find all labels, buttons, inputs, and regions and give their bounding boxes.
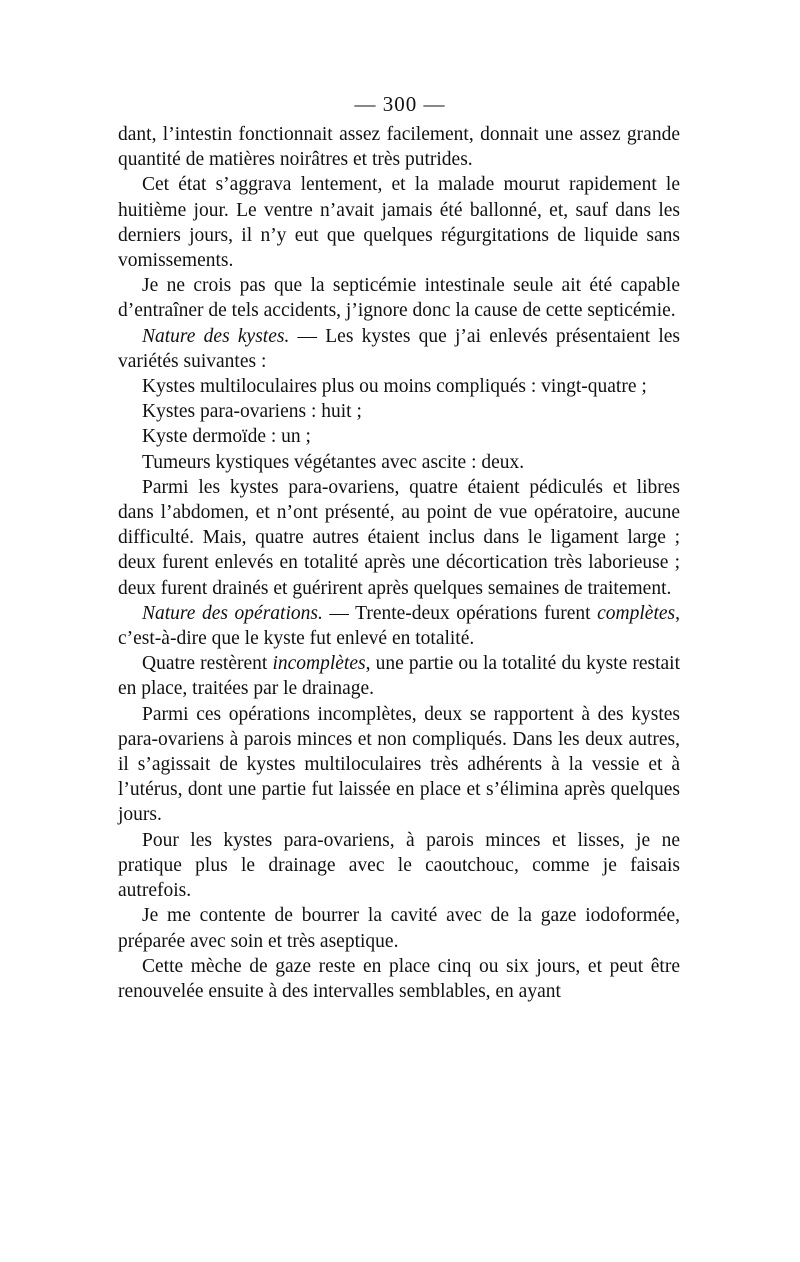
text-segment: Kyste dermoïde : un ;: [142, 426, 311, 448]
italic-text: incomplètes: [272, 653, 366, 675]
paragraph: [118, 903, 680, 953]
italic-text: Nature des opérations.: [142, 602, 323, 624]
paragraph: [118, 424, 680, 449]
text-segment: Kystes multiloculaires plus ou moins compliqués : vingt-quatre ;: [142, 376, 647, 398]
text-segment: Quatre restèrent: [142, 653, 273, 675]
text-segment: Cet état s’aggrava lentement, et la malade mourut rapidement le huitième jour. Le ventre n’avait jamais été ballonné, et, sauf dans les derniers jours, il n’y eut que quelques régurgitations de liquide sans vomissements.: [118, 174, 680, 272]
italic-text: complètes: [597, 602, 676, 624]
paragraph: [118, 475, 680, 601]
page-number: — 300 —: [354, 92, 446, 116]
paragraph: [118, 601, 680, 651]
text-segment: Parmi les kystes para-ovariens, quatre étaient pédiculés et libres dans l’abdomen, et n’ont présenté, au point de vue opératoire, aucune difficulté. Mais, quatre autres étaient inclus dans le ligament large ; deux furent enlevés en totalité après une décortication très laborieuse ; deux furent drainés et guérirent après quelques semaines de traitement.: [118, 476, 680, 599]
text-segment: , c’est-à-dire que le kyste fut enlevé en totalité.: [118, 602, 680, 650]
text-segment: Pour les kystes para-ovariens, à parois minces et lisses, je ne pratique plus le drainage avec le caoutchouc, comme je faisais autrefois.: [118, 829, 680, 902]
body-text: [118, 122, 680, 1004]
text-segment: Je me contente de bourrer la cavité avec de la gaze iodoformée, préparée avec soin et très aseptique.: [118, 905, 680, 952]
paragraph: [118, 702, 680, 828]
italic-text: Nature des kystes.: [142, 325, 290, 347]
text-segment: Cette mèche de gaze reste en place cinq ou six jours, et peut être renouvelée ensuite à des intervalles semblables, en ayant: [118, 955, 680, 1002]
text-segment: Tumeurs kystiques végétantes avec ascite : deux.: [142, 451, 525, 473]
paragraph: [118, 273, 680, 323]
text-segment: , une partie ou la totalité du kyste restait en place, traitées par le drainage.: [118, 653, 681, 700]
paragraph: [118, 324, 680, 374]
text-segment: Parmi ces opérations incomplètes, deux se rapportent à des kystes para-ovariens à parois minces et non compliqués. Dans les deux autres, il s’agissait de kystes multiloculaires très adhérents à la vessie et à l’utérus, dont une partie fut laissée en place et s’élimina après quelques jours.: [118, 703, 680, 826]
text-segment: Kystes para-ovariens : huit ;: [142, 401, 362, 423]
paragraph: [118, 651, 680, 701]
paragraph: [118, 954, 680, 1004]
text-segment: — Les kystes que j’ai enlevés présentaient les variétés suivantes :: [118, 325, 680, 372]
paragraph: [118, 450, 680, 475]
text-segment: dant, l’intestin fonctionnait assez facilement, donnait une assez grande quantité de matières noirâtres et très putrides.: [118, 124, 680, 171]
paragraph: [118, 399, 680, 424]
paragraph: [118, 172, 680, 273]
text-segment: Je ne crois pas que la septicémie intestinale seule ait été capable d’entraîner de tels accidents, j’ignore donc la cause de cette septicémie.: [118, 275, 680, 322]
text-segment: — Trente-deux opérations furent: [322, 602, 598, 624]
paragraph: [118, 374, 680, 399]
paragraph: [118, 828, 680, 904]
paragraph: [118, 122, 680, 172]
